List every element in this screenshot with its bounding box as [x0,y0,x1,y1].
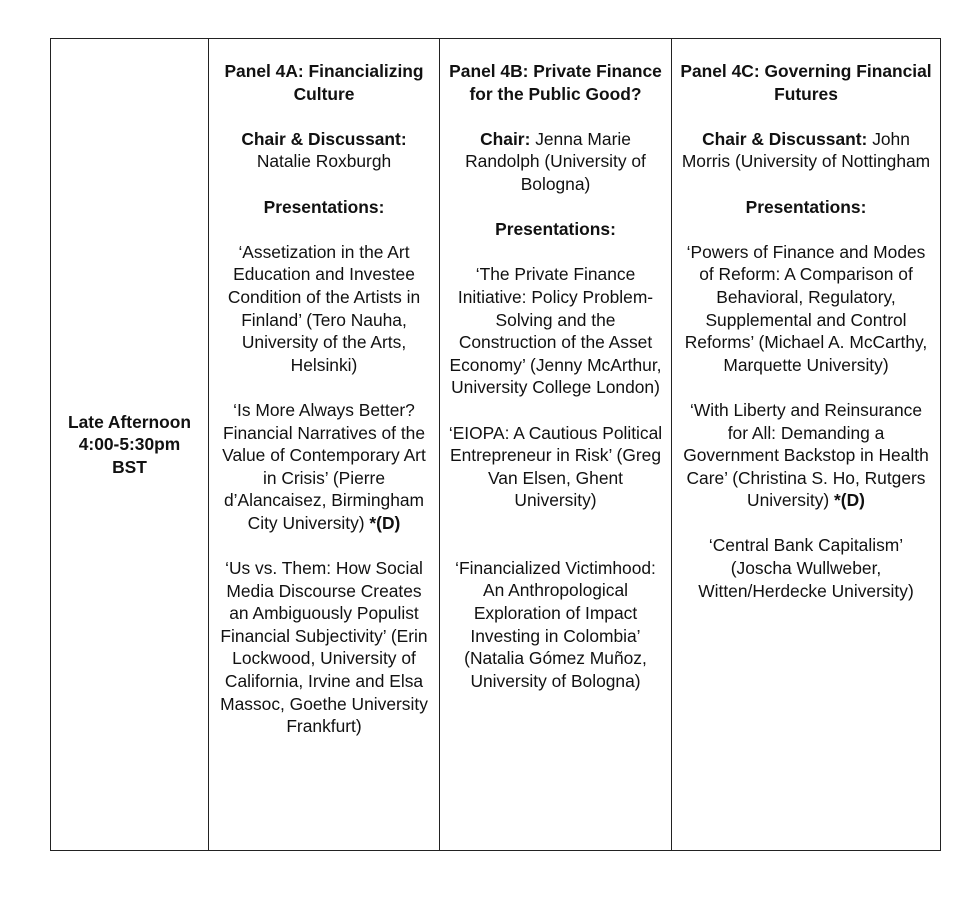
chair-label: Chair & Discussant: [241,128,407,149]
presentation-item [446,263,665,399]
presentations-heading: Presentations: [495,219,616,240]
presentation-text: ‘EIOPA: A Cautious Political Entrepreneur in Risk’ (Greg Van Elsen, Ghent University) [448,422,663,511]
presentations-heading: Presentations: [263,196,385,217]
presentation-text: ‘Powers of Finance and Modes of Reform: A Comparison of Behavioral, Regulatory, Supplemental and Control Reforms’ (Michael A. McCarthy, Marquette University) [684,241,928,375]
panel-chair [446,128,665,196]
presentation-text: ‘Us vs. Them: How Social Media Discourse Creates an Ambiguously Populist Financial Subjectivity’ (Erin Lockwood, University of California, Irvine and Elsa Massoc, Goethe University Frankfurt) [220,558,428,737]
time-slot-cell [51,39,209,851]
presentation-item [217,399,431,535]
presentation-item [680,534,932,602]
presentation-text: ‘Is More Always Better? Financial Narratives of the Value of Contemporary Art in Crisis’ (Pierre d’Alancaisez, Birmingham City University) [222,399,426,533]
presentation-item [217,557,431,738]
panel-cell-4b [440,39,672,851]
panel-title: Panel 4A: Financializing Culture [224,61,424,104]
chair-label: Chair: [480,128,531,149]
panel-title: Panel 4C: Governing Financial Futures [680,61,932,104]
schedule-table [50,38,941,851]
chair-name: Natalie Roxburgh [256,151,392,172]
presentation-text: ‘Assetization in the Art Education and Investee Condition of the Artists in Finland’ (Tero Nauha, University of the Arts, Helsinki) [227,241,421,375]
chair-name: Jenna Marie Randolph (University of Bologna) [465,128,646,194]
chair-label: Chair & Discussant: [702,128,868,149]
presentation-text: ‘The Private Finance Initiative: Policy Problem-Solving and the Construction of the Asset Economy’ (Jenny McArthur, University College London) [449,264,662,398]
panel-chair [217,128,431,173]
time-slot-line-3: BST [112,456,147,477]
panel-title: Panel 4B: Private Finance for the Public Good? [449,61,662,104]
time-slot-line-1: Late Afternoon [67,411,192,432]
presentation-text: ‘Financialized Victimhood: An Anthropological Exploration of Impact Investing in Colombia’ (Natalia Gómez Muñoz, University of Bologna) [455,557,656,691]
presentation-item [680,399,932,512]
panel-cell-4a [209,39,440,851]
panel-cell-4c [672,39,941,851]
presentation-text: ‘With Liberty and Reinsurance for All: Demanding a Government Backstop in Health Care’ (Christina S. Ho, Rutgers University) [683,399,929,511]
chair-name: John Morris (University of Nottingham [681,128,931,172]
presentation-text: ‘Central Bank Capitalism’ (Joscha Wullweber, Witten/Herdecke University) [698,535,914,601]
presentation-item [446,422,665,512]
time-slot-line-2: 4:00-5:30pm [78,434,181,455]
presentation-item [680,241,932,377]
presentation-item [217,241,431,377]
discussant-mark: *(D) [369,512,401,533]
presentations-heading: Presentations: [745,196,867,217]
discussant-mark: *(D) [834,490,865,511]
schedule-row [51,39,941,851]
panel-chair [680,128,932,173]
presentation-item [446,557,665,693]
